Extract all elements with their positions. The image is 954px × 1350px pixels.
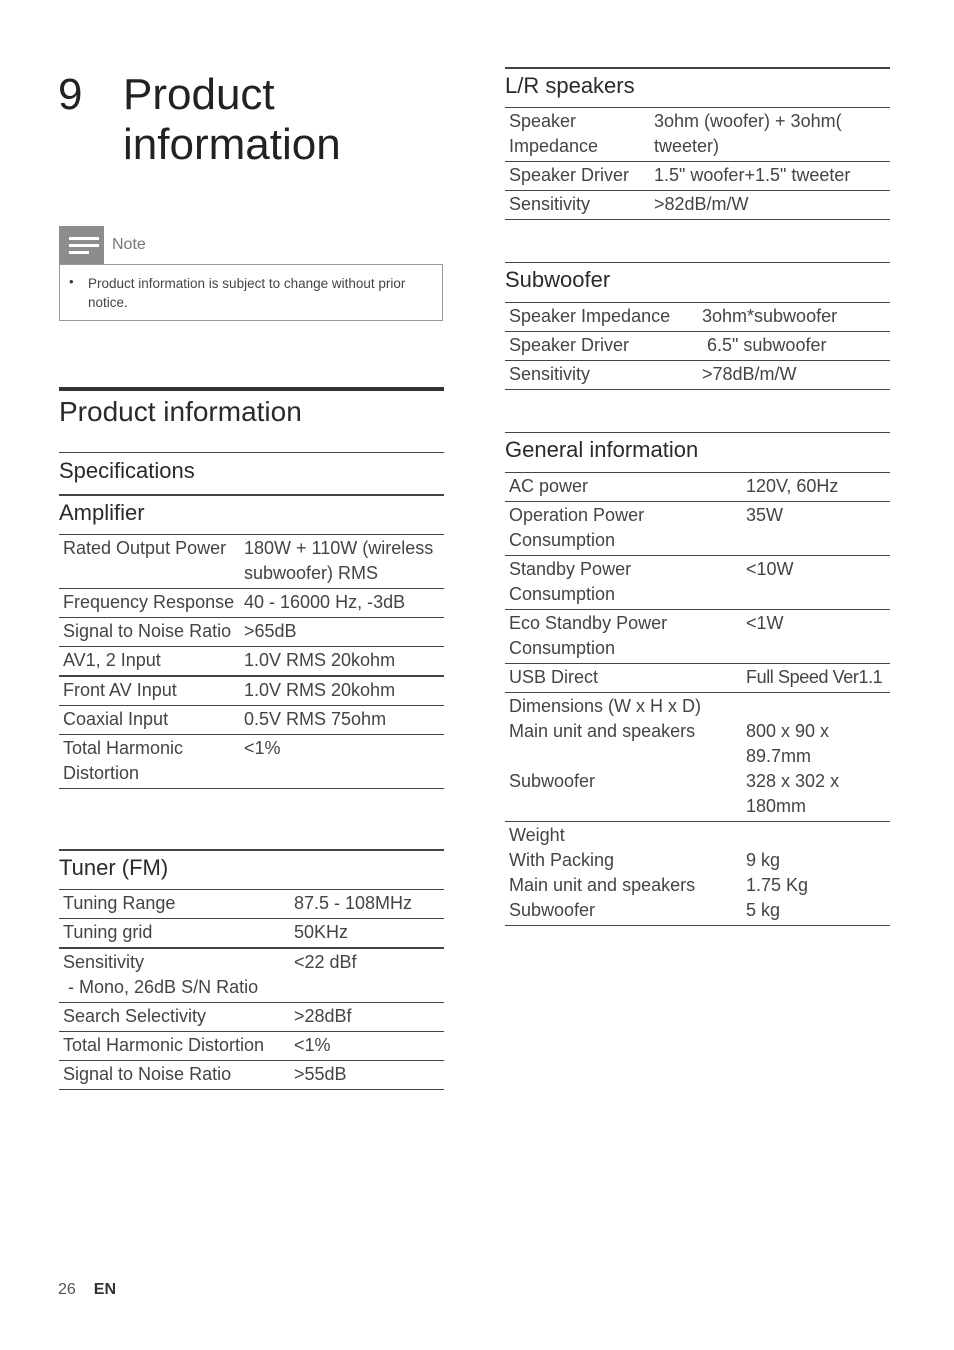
spec-value: <1% [290,1032,444,1061]
dimensions-main-value: 800 x 90 x 89.7mm [746,721,830,766]
spec-value [742,693,890,822]
spec-value: >55dB [290,1061,444,1090]
spec-value: >78dB/m/W [698,361,890,390]
table-row [505,693,890,822]
spec-value: 3ohm (woofer) + 3ohm( tweeter) [650,108,890,162]
spec-label-line: Sensitivity [63,952,145,972]
spec-label: Speaker Impedance [505,303,698,332]
spec-label: Total Harmonic Distortion [59,735,240,789]
spec-value: 6.5" subwoofer [698,332,890,361]
lr-speakers-rule [505,67,890,69]
spec-label: Rated Output Power [59,535,240,589]
spec-value: 1.0V RMS 20kohm [240,647,444,677]
table-row [59,735,444,789]
tuner-heading: Tuner (FM) [59,855,169,880]
weight-sub-value: 5 kg [746,900,781,920]
table-row [59,647,444,677]
spec-label: Coaxial Input [59,706,240,735]
tuner-rule [59,849,444,851]
amplifier-heading: Amplifier [59,500,145,525]
spec-label-line: - Mono, 26dB S/N Ratio [63,977,259,997]
spec-label: Eco Standby Power Consumption [505,610,742,664]
dimensions-label: Dimensions (W x H x D) [509,696,702,716]
note-header [59,226,444,264]
spec-label: Speaker Driver [505,332,698,361]
spec-label: Front AV Input [59,676,240,706]
table-row [505,473,890,502]
spec-label: Sensitivity [505,191,650,220]
weight-main-value: 1.75 Kg [746,875,809,895]
spec-value: <1W [742,610,890,664]
spec-value: <22 dBf [290,948,444,1003]
spec-value: >82dB/m/W [650,191,890,220]
dimensions-main-label: Main unit and speakers [509,721,696,741]
table-row [59,948,444,1003]
lr-speakers-heading: L/R speakers [505,73,635,98]
spec-label: Sensitivity [505,361,698,390]
table-row [505,303,890,332]
table-row [505,162,890,191]
page-footer [58,1281,116,1299]
spec-value: 0.5V RMS 75ohm [240,706,444,735]
spec-value: 120V, 60Hz [742,473,890,502]
general-rule [505,432,890,433]
spec-label: Signal to Noise Ratio [59,618,240,647]
lr-speakers-table [505,107,890,220]
table-row [505,108,890,162]
spec-value: Full Speed Ver1.1 [742,664,890,693]
table-row [59,1032,444,1061]
note-icon [59,226,104,264]
table-row [505,556,890,610]
spec-value: <1% [240,735,444,789]
page-number: 26 [58,1281,76,1298]
spec-value: 1.0V RMS 20kohm [240,676,444,706]
spec-value: 40 - 16000 Hz, -3dB [240,589,444,618]
general-heading: General information [505,437,699,462]
spec-label: Operation Power Consumption [505,502,742,556]
subwoofer-table [505,302,890,390]
weight-sub-label: Subwoofer [509,900,596,920]
general-table [505,472,890,926]
table-row [505,361,890,390]
spec-value: >28dBf [290,1003,444,1032]
table-row [505,332,890,361]
note-box [59,264,443,321]
spec-value: 1.5" woofer+1.5" tweeter [650,162,890,191]
table-row [59,618,444,647]
spec-label: Search Selectivity [59,1003,290,1032]
table-row [59,1003,444,1032]
table-row [59,535,444,589]
weight-main-label: Main unit and speakers [509,875,696,895]
spec-label: Speaker Impedance [505,108,650,162]
note-bullet: • [69,274,74,289]
chapter-name: Product information [123,70,341,169]
spec-value: 3ohm*subwoofer [698,303,890,332]
amplifier-rule [59,494,444,496]
spec-label: Speaker Driver [505,162,650,191]
table-row [59,676,444,706]
table-row [505,502,890,556]
specifications-rule [59,452,444,453]
spec-label: AC power [505,473,742,502]
table-row [505,610,890,664]
table-row [59,589,444,618]
subwoofer-heading: Subwoofer [505,267,611,292]
spec-label: Tuning grid [59,919,290,949]
section-rule [59,387,444,391]
note-text: Product information is subject to change without prior notice. [88,276,406,310]
amplifier-table [59,534,444,789]
table-row [505,191,890,220]
subwoofer-rule [505,262,890,263]
specifications-heading: Specifications [59,458,195,483]
spec-label [59,948,290,1003]
spec-label [505,693,742,822]
tuner-table [59,889,444,1090]
language-code: EN [93,1281,117,1298]
table-row [59,890,444,919]
spec-value: >65dB [240,618,444,647]
chapter-number: 9 [58,70,83,119]
weight-packing-value: 9 kg [746,850,781,870]
spec-value: <10W [742,556,890,610]
section-title: Product information [59,396,302,427]
spec-label: Standby Power Consumption [505,556,742,610]
spec-label: Frequency Response [59,589,240,618]
dimensions-sub-label: Subwoofer [509,771,596,791]
spec-value: 35W [742,502,890,556]
spec-label: Signal to Noise Ratio [59,1061,290,1090]
weight-packing-label: With Packing [509,850,615,870]
spec-label: Tuning Range [59,890,290,919]
weight-label: Weight [509,825,565,845]
table-row [59,706,444,735]
spec-label: AV1, 2 Input [59,647,240,677]
spec-value [742,822,890,926]
note-label: Note [112,236,146,253]
table-row [505,822,890,926]
dimensions-sub-value: 328 x 302 x 180mm [746,771,840,816]
spec-value: 180W + 110W (wireless subwoofer) RMS [240,535,444,589]
spec-value: 50KHz [290,919,444,949]
spec-label [505,822,742,926]
table-row [59,1061,444,1090]
spec-label: Total Harmonic Distortion [59,1032,290,1061]
table-row [59,919,444,949]
spec-label: USB Direct [505,664,742,693]
spec-value: 87.5 - 108MHz [290,890,444,919]
table-row [505,664,890,693]
